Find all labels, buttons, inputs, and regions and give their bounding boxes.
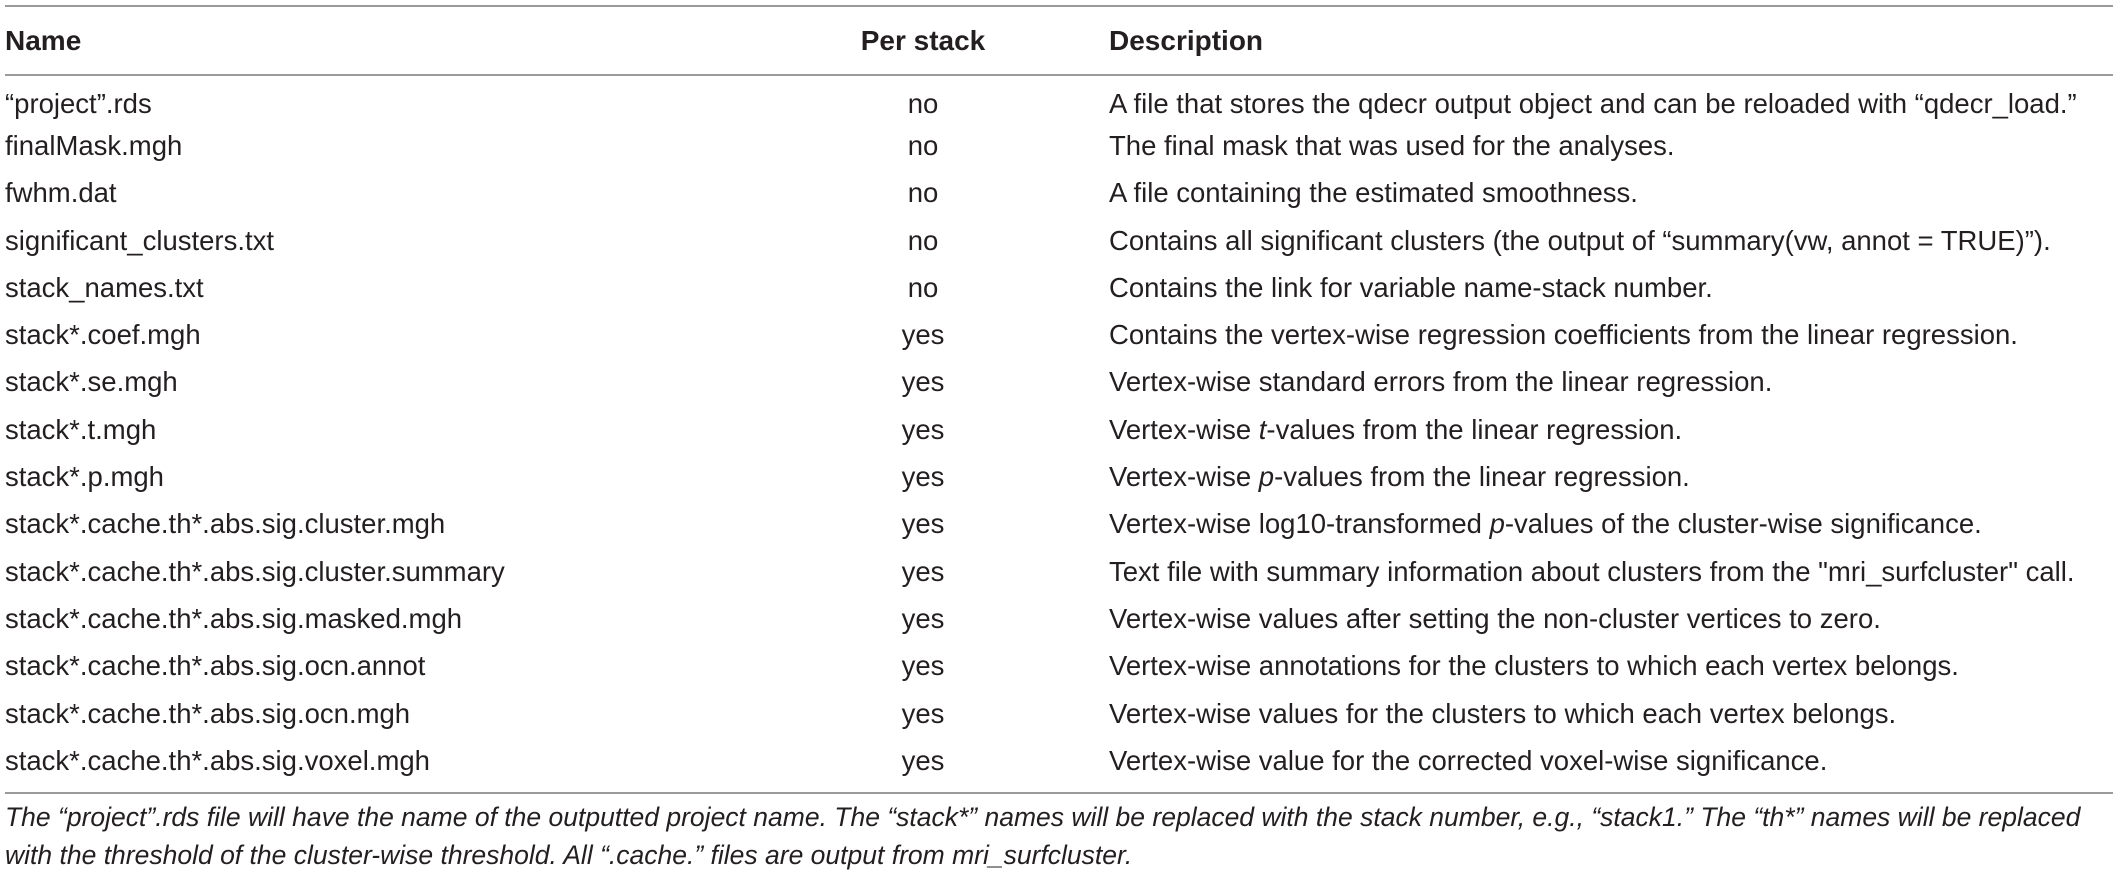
italic-symbol: p	[1258, 461, 1275, 493]
cell-name: stack*.cache.th*.abs.sig.cluster.mgh	[5, 508, 446, 540]
cell-per-stack: yes	[901, 744, 945, 776]
description-text: Vertex-wise	[1109, 461, 1259, 493]
cell-description	[1109, 453, 2113, 500]
italic-symbol: t	[1258, 413, 1267, 445]
cell-description: Contains the link for variable name-stack number.	[1109, 271, 1713, 303]
table-row	[5, 359, 2113, 406]
description-text: -values from the linear regression.	[1266, 413, 1683, 445]
table-row	[5, 217, 2113, 264]
table-row	[5, 737, 2113, 784]
cell-name: stack*.cache.th*.abs.sig.ocn.annot	[5, 650, 426, 682]
cell-per-stack: yes	[901, 602, 945, 634]
output-files-table	[5, 5, 2113, 784]
cell-description: Contains the vertex-wise regression coefficients from the linear regression.	[1109, 319, 2018, 351]
cell-name: stack*.cache.th*.abs.sig.ocn.mgh	[5, 697, 411, 729]
cell-name: finalMask.mgh	[5, 129, 183, 161]
table-row	[5, 595, 2113, 642]
table-row	[5, 406, 2113, 453]
table-header	[5, 6, 2113, 75]
cell-name: stack*.se.mgh	[5, 366, 178, 398]
table-row	[5, 75, 2113, 122]
cell-per-stack: yes	[901, 508, 945, 540]
cell-description: Vertex-wise value for the corrected voxel-wise significance.	[1109, 744, 1828, 776]
header-name: Name	[5, 6, 737, 75]
table-row	[5, 643, 2113, 690]
description-text: -values from the linear regression.	[1274, 461, 1690, 493]
header-per-stack: Per stack	[737, 6, 1109, 75]
table-row	[5, 453, 2113, 500]
cell-description: Contains all significant clusters (the output of “summary(vw, annot = TRUE)”).	[1109, 224, 2051, 256]
cell-description: Text file with summary information about clusters from the "mri_surfcluster" call.	[1109, 555, 2075, 587]
table-row	[5, 311, 2113, 358]
cell-description	[1109, 406, 2113, 453]
cell-name: fwhm.dat	[5, 177, 117, 209]
cell-name: stack*.p.mgh	[5, 461, 164, 493]
cell-per-stack: yes	[901, 650, 945, 682]
cell-per-stack: no	[907, 177, 939, 209]
table-row	[5, 501, 2113, 548]
cell-per-stack: no	[907, 88, 939, 120]
cell-name: significant_clusters.txt	[5, 224, 274, 256]
table-row	[5, 170, 2113, 217]
cell-name: stack*.t.mgh	[5, 413, 157, 445]
cell-name: stack*.cache.th*.abs.sig.voxel.mgh	[5, 744, 430, 776]
cell-description: Vertex-wise annotations for the clusters to which each vertex belongs.	[1109, 650, 1959, 682]
table-row	[5, 264, 2113, 311]
description-text: Vertex-wise	[1109, 413, 1259, 445]
cell-description: Vertex-wise values after setting the non-cluster vertices to zero.	[1109, 602, 1881, 634]
header-description: Description	[1109, 6, 2113, 75]
table-row	[5, 690, 2113, 737]
cell-per-stack: no	[907, 129, 939, 161]
cell-per-stack: yes	[901, 697, 945, 729]
cell-per-stack: yes	[901, 461, 945, 493]
cell-per-stack: yes	[901, 413, 945, 445]
cell-per-stack: yes	[901, 555, 945, 587]
cell-per-stack: yes	[901, 366, 945, 398]
cell-per-stack: yes	[901, 319, 945, 351]
description-text: Vertex-wise log10-transformed	[1109, 508, 1490, 540]
table-row	[5, 548, 2113, 595]
cell-description: A file that stores the qdecr output object and can be reloaded with “qdecr_load.”	[1109, 88, 2077, 120]
description-text: -values of the cluster-wise significance.	[1504, 508, 1982, 540]
cell-name: stack*.cache.th*.abs.sig.cluster.summary	[5, 555, 505, 587]
table-row	[5, 122, 2113, 169]
cell-name: stack*.coef.mgh	[5, 319, 201, 351]
cell-name: stack_names.txt	[5, 271, 204, 303]
header-row	[5, 6, 2113, 75]
cell-description: Vertex-wise values for the clusters to which each vertex belongs.	[1109, 697, 1897, 729]
cell-description: A file containing the estimated smoothness.	[1109, 177, 1638, 209]
table-footnote: The “project”.rds file will have the name of the outputted project name. The “stack*” names will be replaced with the stack number, e.g., “stack1.” The “th*” names will be replaced with the threshold of the cluster-wise threshold. All “.cache.” files are output from mri_surfcluster.	[5, 802, 2081, 871]
italic-symbol: p	[1489, 508, 1505, 540]
cell-name: “project”.rds	[5, 88, 152, 120]
cell-description	[1109, 501, 2113, 548]
cell-per-stack: no	[907, 224, 939, 256]
table-body	[5, 75, 2113, 784]
cell-description: The final mask that was used for the analyses.	[1109, 129, 1675, 161]
cell-name: stack*.cache.th*.abs.sig.masked.mgh	[5, 602, 463, 634]
cell-description: Vertex-wise standard errors from the linear regression.	[1109, 366, 1773, 398]
cell-per-stack: no	[907, 271, 939, 303]
file-table-container	[5, 5, 2113, 874]
